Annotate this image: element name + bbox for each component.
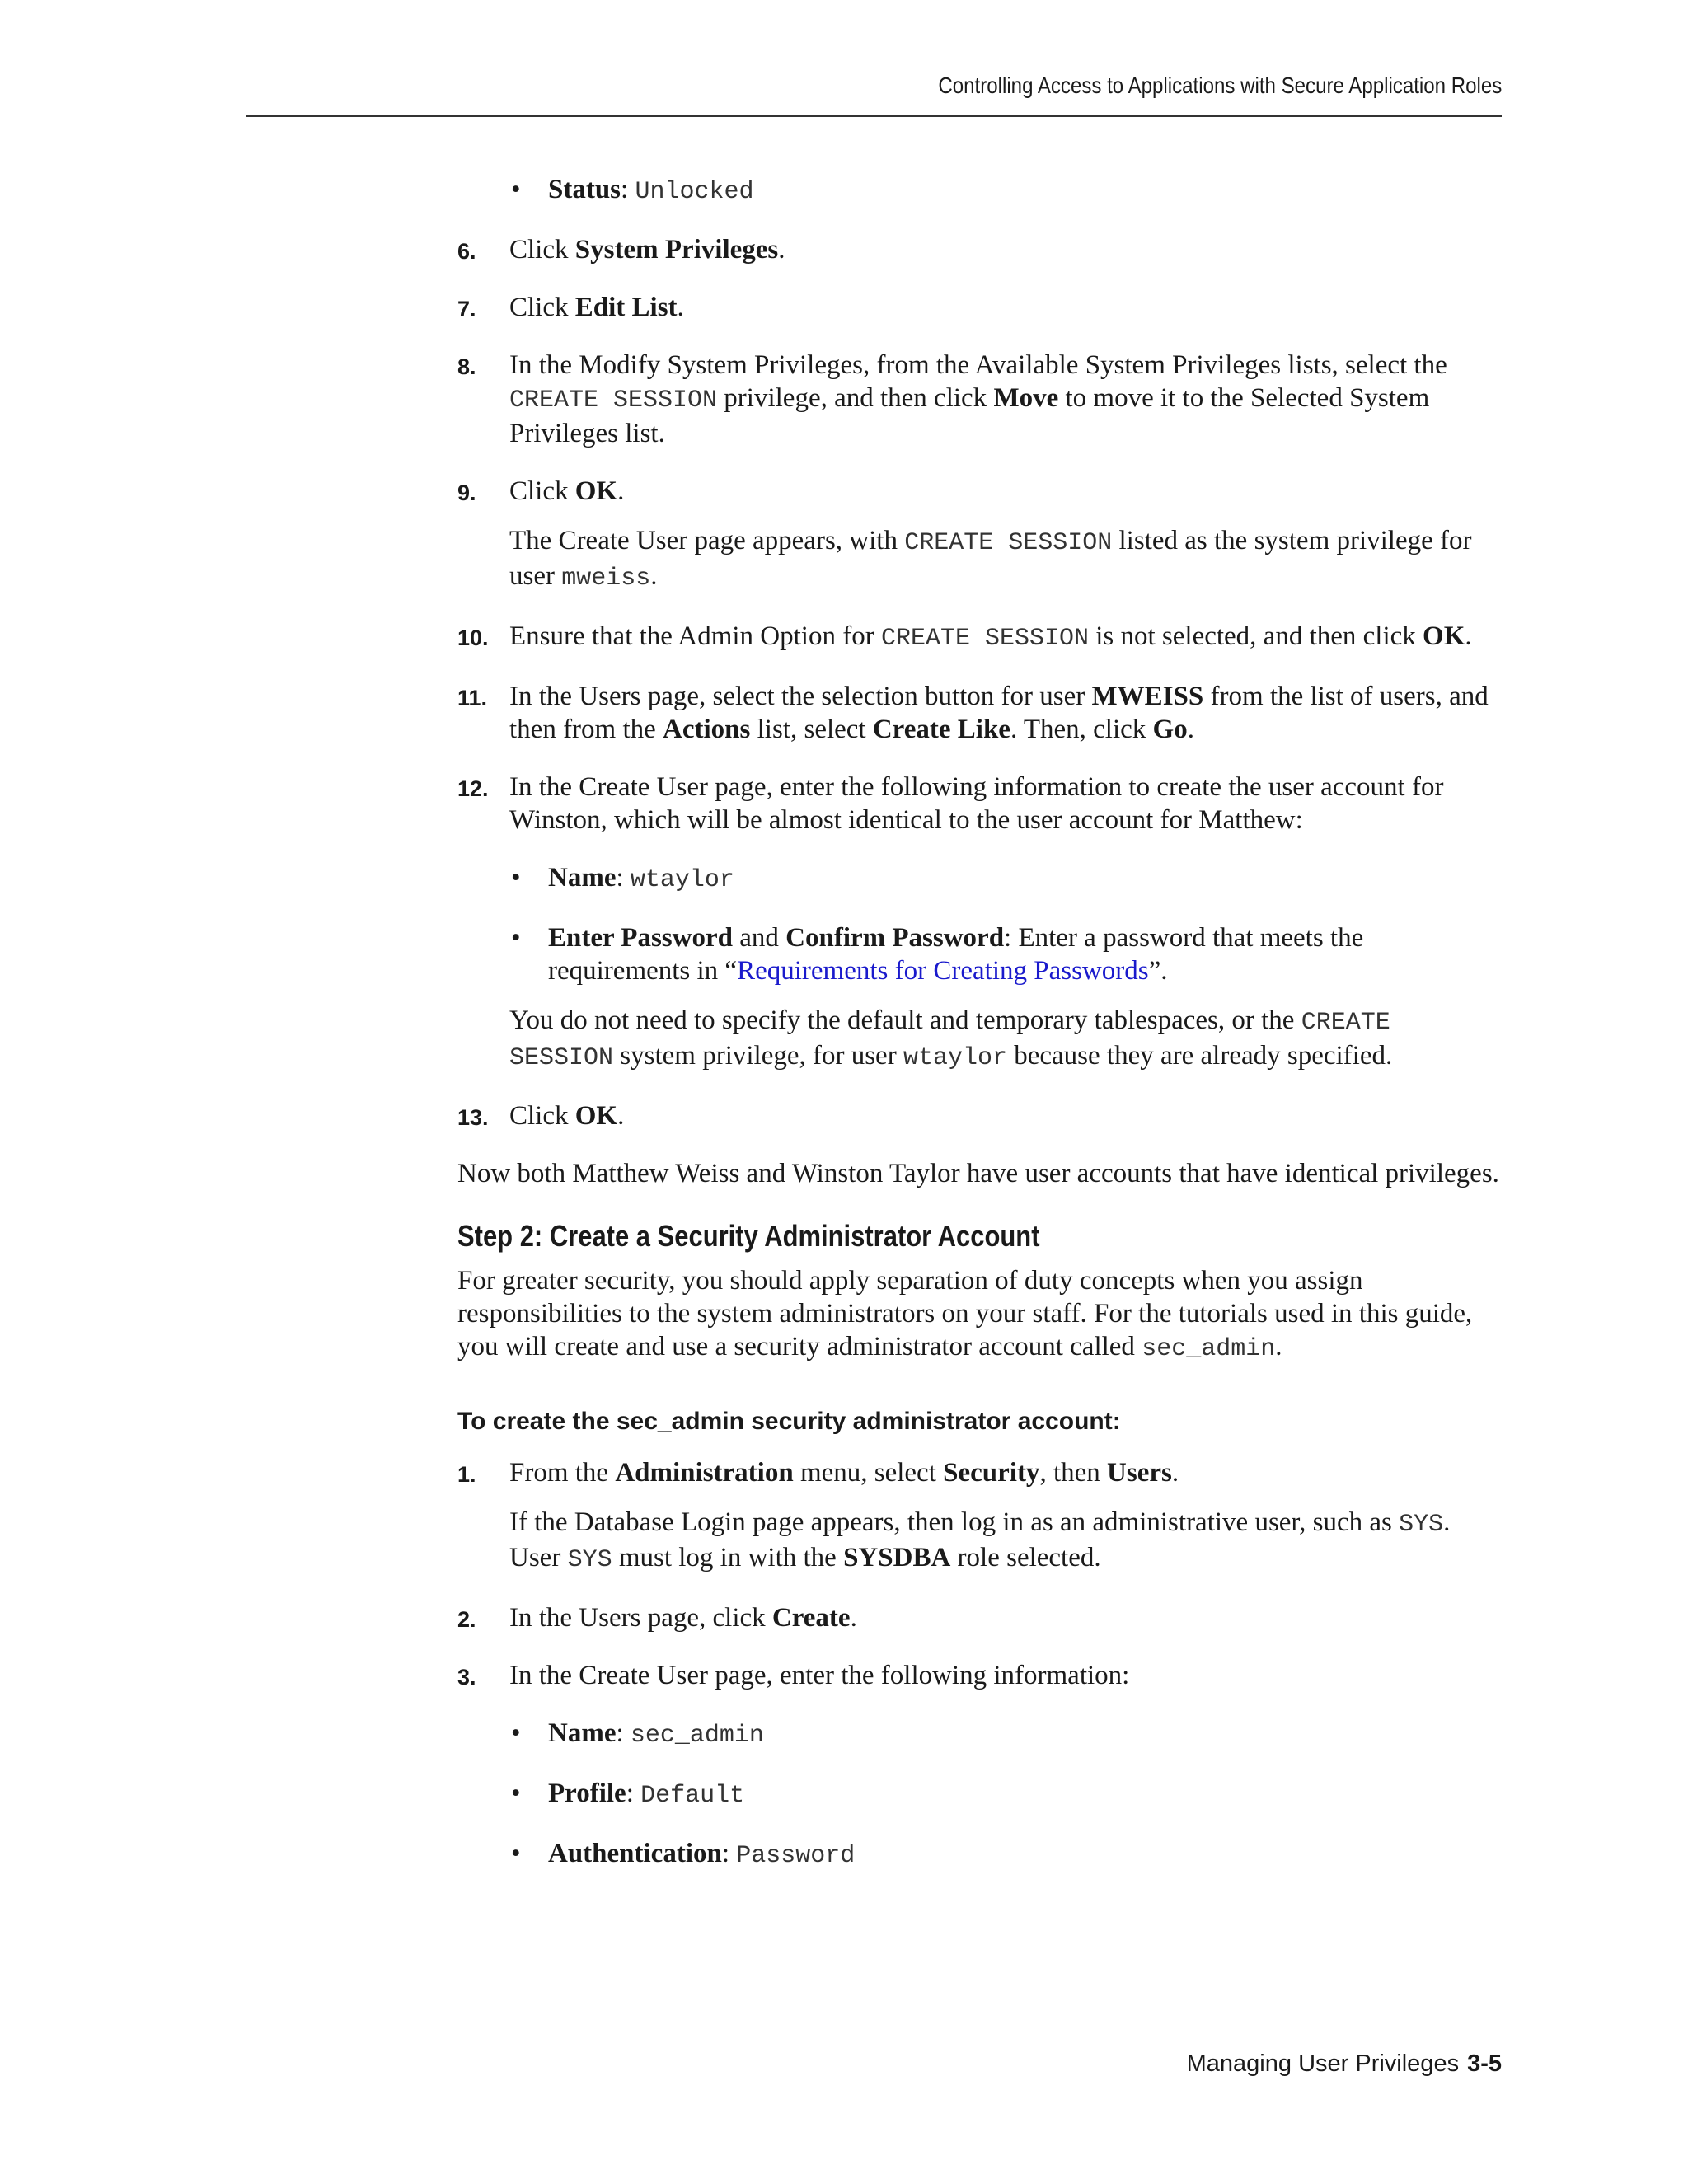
step-number: 1. (457, 1462, 476, 1487)
step-number: 6. (457, 239, 476, 264)
step-7: 7. Click Edit List. (457, 291, 1504, 324)
step-number: 13. (457, 1105, 489, 1130)
step-9-note: The Create User page appears, with CREATE SESSION listed as the system privilege for user mweiss. (509, 526, 1472, 593)
header-title: Controlling Access to Applications with Secure Application Roles (938, 73, 1502, 98)
step-12-note: You do not need to specify the default and temporary tablespaces, or the CREATE SESSION system privilege, for user wtaylor because they are already specified. (509, 1005, 1393, 1072)
step-11: 11. In the Users page, select the selection button for user MWEISS from the list of users, and then from the Actions list, select Create Like. Then, click Go. (457, 682, 1489, 744)
list-item: • Authentication: Password (457, 1837, 1504, 1872)
step-3: 3. In the Create User page, enter the following information: (457, 1659, 1504, 1692)
requirements-link[interactable]: Requirements for Creating Passwords (737, 956, 1149, 986)
step-12: 12. In the Create User page, enter the following information to create the user account for Winston, which will be almost identical to the user account for Matthew: (457, 772, 1444, 835)
list-item: • Status: Unlocked (457, 173, 1504, 209)
step-number: 12. (457, 776, 489, 801)
step-number: 3. (457, 1665, 476, 1690)
step-9: 9. Click OK. (457, 475, 1504, 508)
step-number: 2. (457, 1607, 476, 1632)
step-10: 10. Ensure that the Admin Option for CREATE SESSION is not selected, and then click OK. (457, 621, 1472, 653)
list-item: • Name: sec_admin (457, 1717, 1504, 1752)
page-content (457, 173, 1504, 1897)
list-item: • Name: wtaylor (457, 861, 1504, 897)
step-1: 1. From the Administration menu, select Security, then Users. (457, 1456, 1504, 1489)
page-footer (1187, 2050, 1502, 2078)
step-number: 9. (457, 480, 476, 505)
step-number: 8. (457, 354, 476, 379)
procedure-title: To create the sec_admin security administrator account: (457, 1408, 1121, 1435)
step-number: 10. (457, 626, 489, 650)
footer-title: Managing User Privileges (1186, 2050, 1460, 2077)
step-8: 8. In the Modify System Privileges, from the Available System Privileges lists, select the CREATE SESSION privilege, and then click Move to move it to the Selected System Privileges list. (457, 350, 1447, 448)
step-2: 2. In the Users page, click Create. (457, 1601, 1504, 1634)
section-heading: Step 2: Create a Security Administrator Account (457, 1219, 1040, 1253)
page-number: 3-5 (1467, 2050, 1502, 2077)
step-number: 11. (457, 686, 488, 710)
running-header (246, 73, 1502, 117)
summary-paragraph: Now both Matthew Weiss and Winston Taylor have user accounts that have identical privileges. (457, 1159, 1499, 1188)
step-6: 6. Click System Privileges. (457, 233, 1504, 266)
list-item: • Enter Password and Confirm Password: Enter a password that meets the requirements in “Requirements for Creating Passwords”. (457, 921, 1504, 987)
step-13: 13. Click OK. (457, 1099, 1504, 1132)
list-item: • Profile: Default (457, 1777, 1504, 1812)
step-1-note: If the Database Login page appears, then log in as an administrative user, such as SYS. User SYS must log in with the SYSDBA role selected. (509, 1507, 1451, 1574)
step-number: 7. (457, 297, 476, 321)
section-intro: For greater security, you should apply separation of duty concepts when you assign responsibilities to the system administrators on your staff. For the tutorials used in this guide, you will create and use a security administrator account called sec_admin. (457, 1266, 1473, 1363)
